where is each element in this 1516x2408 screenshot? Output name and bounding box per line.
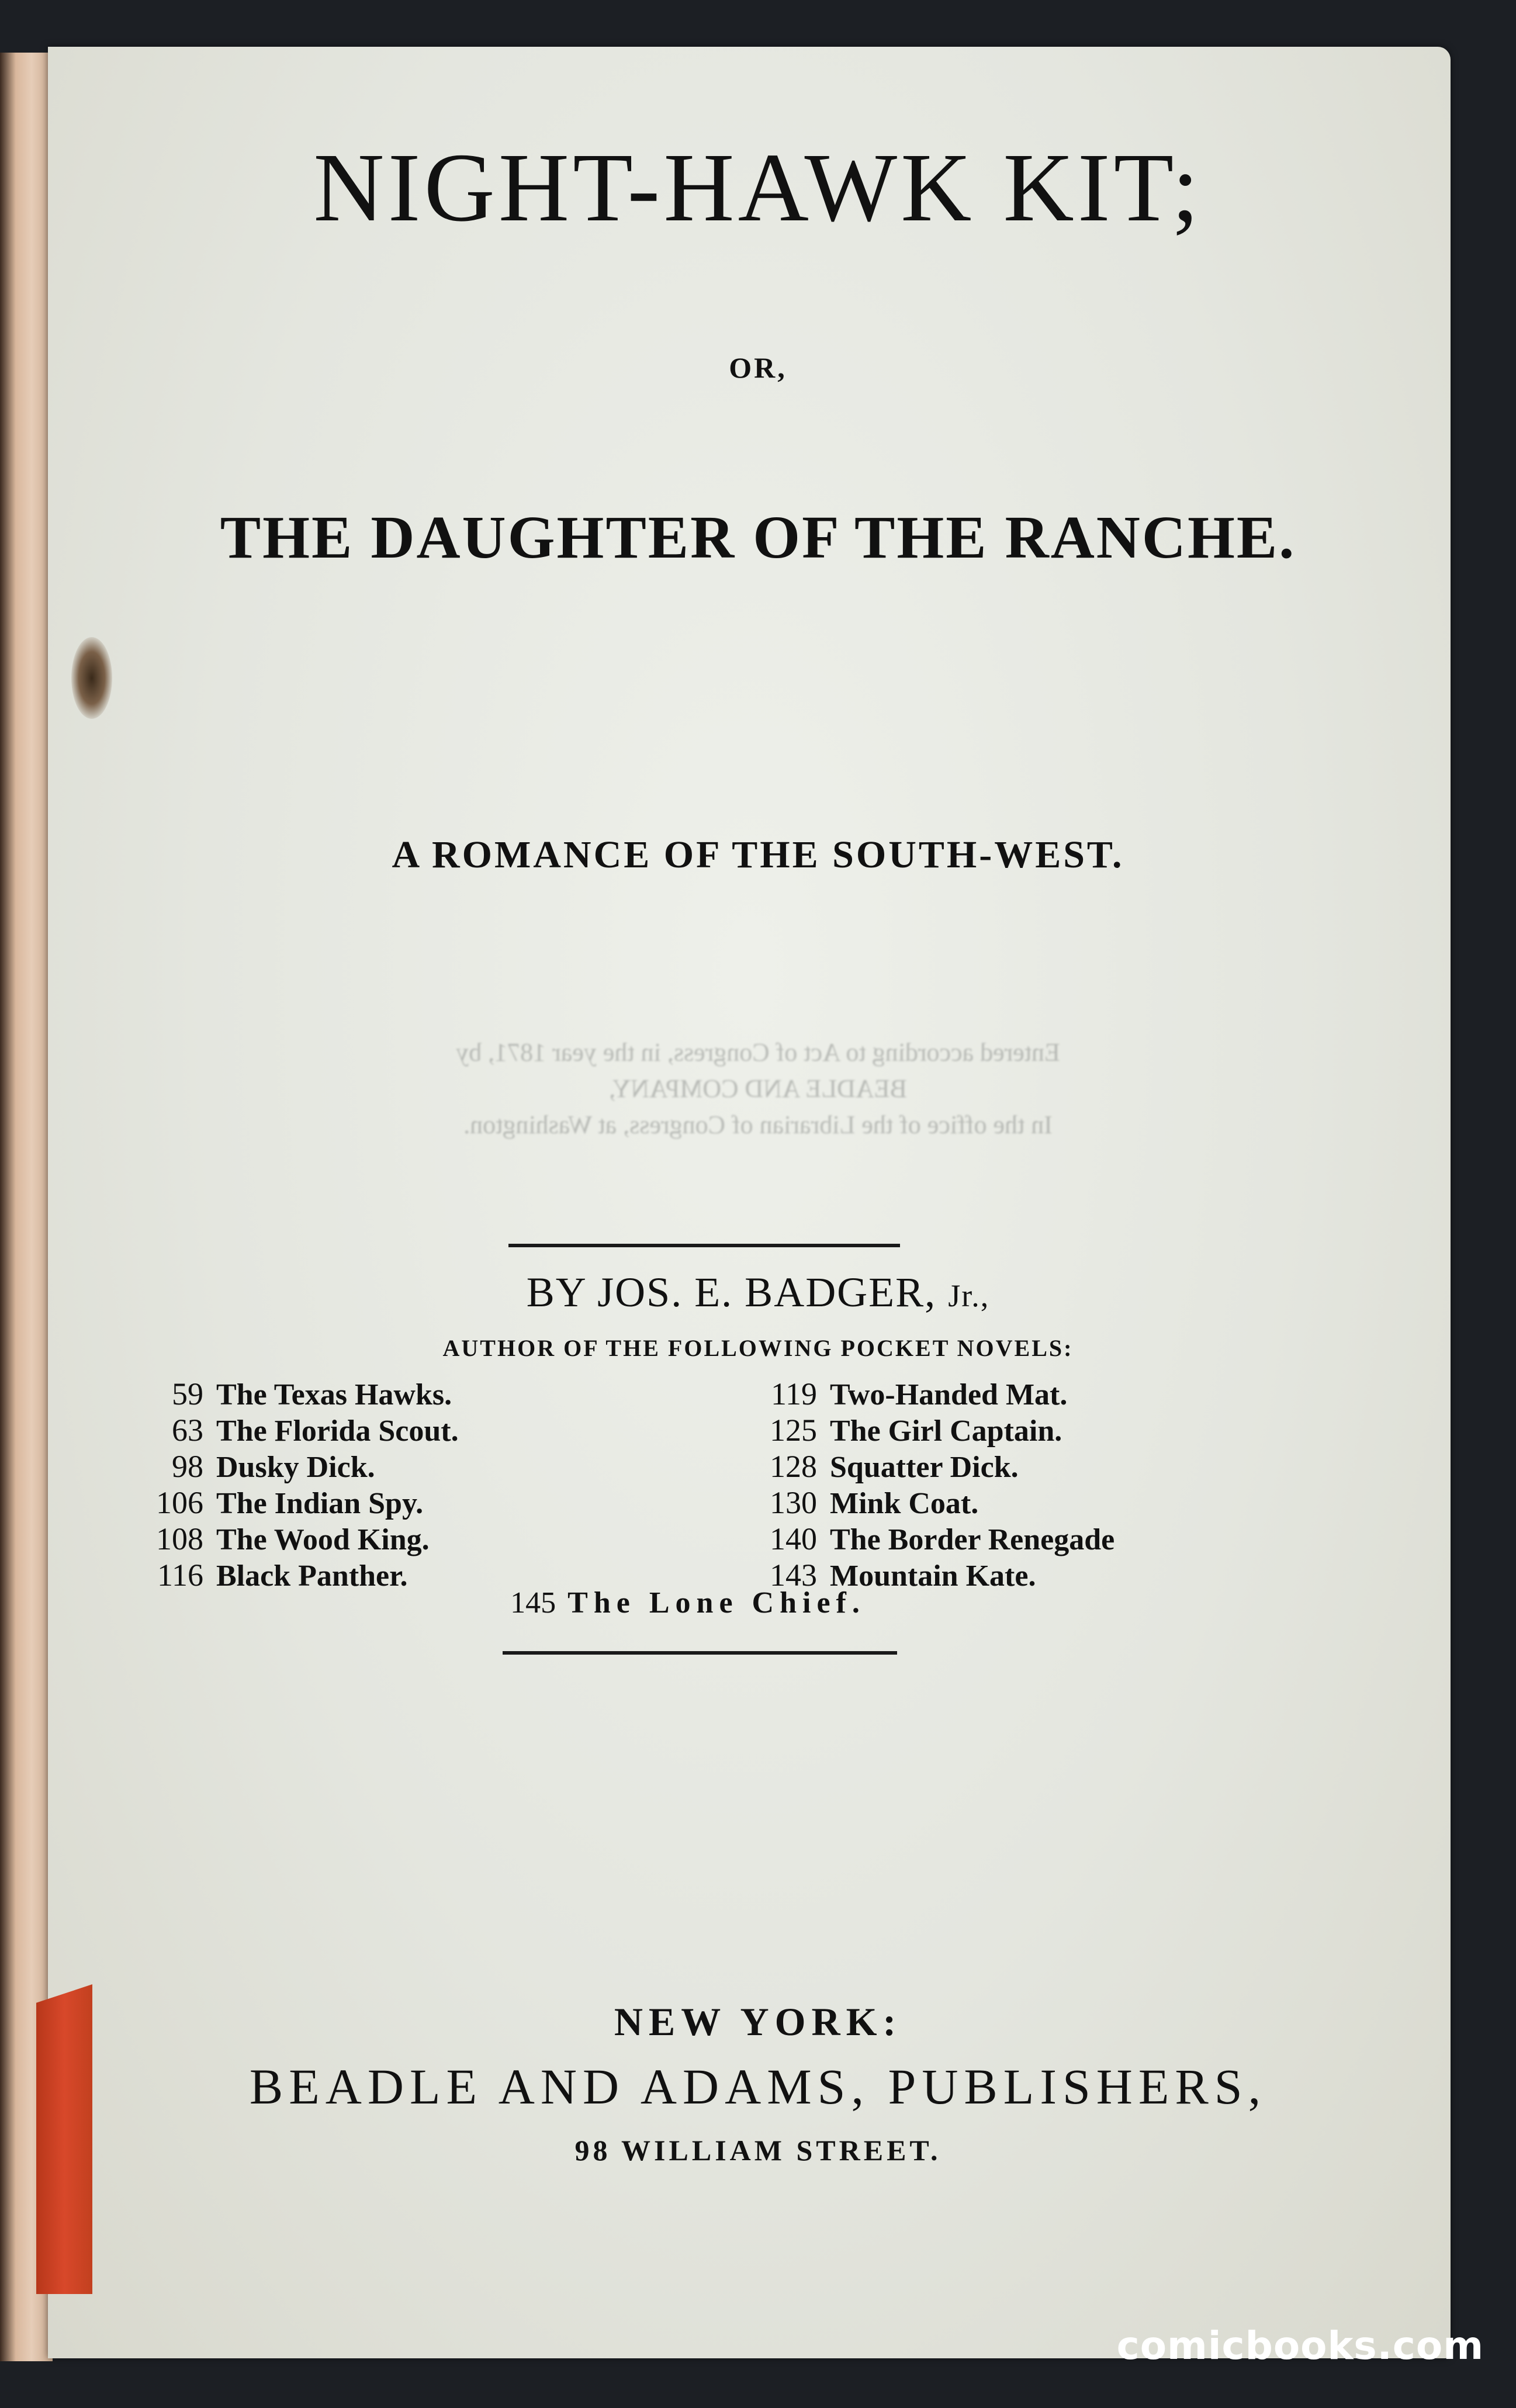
novel-title: The Indian Spy. <box>216 1487 424 1520</box>
book-subtitle: THE DAUGHTER OF THE RANCHE. <box>220 504 1296 571</box>
novel-item <box>759 1485 1114 1521</box>
author-byline <box>0 1268 1516 1317</box>
copyright-line-2: BEADLE AND COMPANY, <box>609 1074 907 1103</box>
novel-title: Dusky Dick. <box>216 1451 375 1484</box>
novel-number: 128 <box>770 1449 817 1484</box>
novel-title: The Border Renegade <box>830 1523 1115 1556</box>
author-of-heading: AUTHOR OF THE FOLLOWING POCKET NOVELS: <box>442 1335 1074 1361</box>
copyright-line-1: Entered according to Act of Congress, in the year 1871, by <box>456 1038 1060 1067</box>
title-conjunction: OR, <box>729 351 787 384</box>
novel-title: The Lone Chief. <box>567 1586 866 1620</box>
novel-title: The Wood King. <box>216 1523 430 1556</box>
copyright-line-3: In the office of the Librarian of Congress, at Washington. <box>463 1110 1053 1139</box>
novel-title: Two-Handed Mat. <box>830 1378 1068 1411</box>
novel-title: Mink Coat. <box>830 1487 979 1520</box>
novel-list-left <box>139 1376 459 1594</box>
publisher-city: NEW YORK: <box>614 1999 902 2044</box>
divider-rule-bottom <box>503 1651 897 1655</box>
novel-item <box>139 1485 459 1521</box>
novel-number: 145 <box>510 1586 556 1620</box>
novel-number: 143 <box>770 1558 817 1593</box>
novel-item <box>139 1376 459 1413</box>
binding-stain <box>71 637 112 719</box>
novel-title: Black Panther. <box>216 1559 408 1593</box>
novel-title: The Texas Hawks. <box>216 1378 452 1411</box>
novel-item <box>759 1376 1114 1413</box>
novel-number: 116 <box>157 1558 203 1593</box>
novel-item <box>139 1413 459 1449</box>
novel-title: Mountain Kate. <box>830 1559 1036 1593</box>
novel-number: 98 <box>172 1449 203 1484</box>
novel-number: 125 <box>770 1413 817 1448</box>
novel-number: 59 <box>172 1376 203 1411</box>
bleed-through-copyright <box>0 1035 1516 1143</box>
novel-item <box>139 1449 459 1485</box>
novel-title: The Girl Captain. <box>830 1414 1062 1448</box>
novel-number: 106 <box>156 1485 203 1520</box>
book-tagline: A ROMANCE OF THE SOUTH-WEST. <box>392 833 1124 876</box>
novel-number: 63 <box>172 1413 203 1448</box>
site-watermark: comicbooks.com <box>1116 2323 1484 2368</box>
novel-list-right <box>759 1376 1114 1594</box>
novel-number: 108 <box>156 1521 203 1556</box>
novel-number: 140 <box>770 1521 817 1556</box>
novel-title: Squatter Dick. <box>830 1451 1019 1484</box>
publisher-name: BEADLE AND ADAMS, PUBLISHERS, <box>249 2058 1267 2115</box>
novel-item <box>139 1521 459 1558</box>
novel-number: 119 <box>771 1376 817 1411</box>
divider-rule-top <box>508 1244 900 1247</box>
novel-number: 130 <box>770 1485 817 1520</box>
byline-suffix: Jr., <box>948 1278 990 1313</box>
book-title: NIGHT-HAWK KIT; <box>313 133 1203 242</box>
novel-item <box>759 1413 1114 1449</box>
novel-item-final <box>0 1586 1446 1620</box>
byline-name: BY JOS. E. BADGER, <box>526 1269 949 1316</box>
novel-title: The Florida Scout. <box>216 1414 459 1448</box>
novel-item <box>759 1449 1114 1485</box>
novel-item <box>759 1521 1114 1558</box>
publisher-address: 98 WILLIAM STREET. <box>574 2134 942 2167</box>
